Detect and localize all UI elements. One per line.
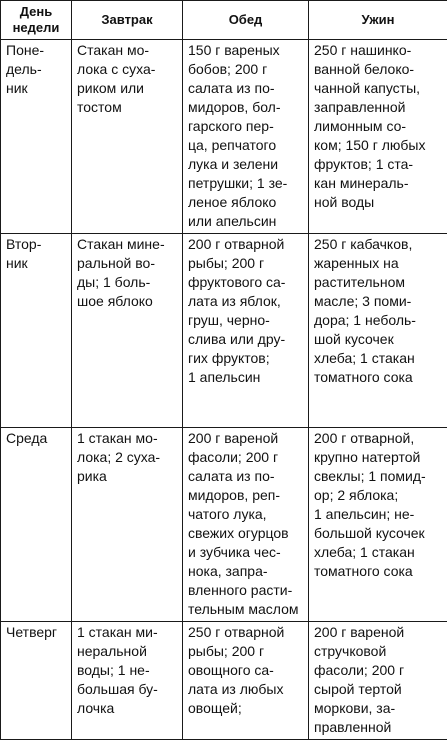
cell-line: 1 апельсин: [188, 368, 305, 387]
cell-line: нока, запра-: [188, 562, 305, 581]
cell-line: петрушки; 1 зе-: [188, 174, 305, 193]
cell-line: и зубчика чес-: [188, 543, 305, 562]
cell-line: томатного сока: [314, 368, 444, 387]
header-row: [1, 1, 447, 40]
cell-line: лимонным со-: [314, 117, 444, 136]
cell-line: хлеба; 1 стакан: [314, 543, 444, 562]
cell-line: 150 г вареных: [188, 41, 305, 60]
cell-line: слива или дру-: [188, 330, 305, 349]
day-cell: [1, 40, 72, 234]
cell-line: свеклы; 1 помид-: [314, 467, 444, 486]
cell-line: большой кусочек: [314, 524, 444, 543]
cell-line: рика: [77, 467, 179, 486]
cell-line: Четверг: [6, 623, 68, 642]
cell-line: крупно натертой: [314, 448, 444, 467]
cell-line: ванной белоко-: [314, 60, 444, 79]
cell-line: жаренных на: [314, 254, 444, 273]
cell-line: ца, репчатого: [188, 136, 305, 155]
table-row: [1, 428, 447, 622]
cell-line: томатного сока: [314, 562, 444, 581]
cell-line: сырой тертой: [314, 680, 444, 699]
table-row: [1, 40, 447, 234]
cell-line: лука и зелени: [188, 155, 305, 174]
cell-line: леное яблоко: [188, 193, 305, 212]
cell-line: рыбы; 200 г: [188, 642, 305, 661]
breakfast-cell: [72, 234, 183, 428]
cell-line: 250 г отварной: [188, 623, 305, 642]
cell-line: фруктового са-: [188, 273, 305, 292]
cell-line: гарского пер-: [188, 117, 305, 136]
cell-line: чанной капусты,: [314, 79, 444, 98]
cell-line: свежих огурцов: [188, 524, 305, 543]
cell-line: заправленной: [314, 98, 444, 117]
cell-line: мидоров, бол-: [188, 98, 305, 117]
cell-line: тельным маслом: [188, 600, 305, 619]
cell-line: 200 г отварной,: [314, 429, 444, 448]
cell-line: риком или: [77, 79, 179, 98]
cell-line: лата из любых: [188, 680, 305, 699]
cell-line: чатого лука,: [188, 505, 305, 524]
cell-line: шое яблоко: [77, 292, 179, 311]
dinner-cell: [309, 622, 447, 740]
header-day-line: недели: [1, 20, 71, 36]
day-cell: [1, 428, 72, 622]
day-cell: [1, 622, 72, 740]
cell-line: 200 г отварной: [188, 235, 305, 254]
cell-line: 1 стакан мо-: [77, 429, 179, 448]
breakfast-cell: [72, 622, 183, 740]
cell-line: Втор-: [6, 235, 68, 254]
dinner-cell: [309, 234, 447, 428]
header-day: [1, 1, 72, 40]
lunch-cell: [183, 234, 309, 428]
cell-line: Среда: [6, 429, 68, 448]
cell-line: тостом: [77, 98, 179, 117]
cell-line: фруктов; 1 ста-: [314, 155, 444, 174]
cell-line: лата из яблок,: [188, 292, 305, 311]
dinner-cell: [309, 428, 447, 622]
cell-line: дель-: [6, 60, 68, 79]
cell-line: лока с суха-: [77, 60, 179, 79]
header-dinner: Ужин: [309, 1, 447, 40]
cell-line: овощей;: [188, 699, 305, 718]
cell-line: 1 стакан ми-: [77, 623, 179, 642]
cell-line: неральной: [77, 642, 179, 661]
cell-line: ной воды: [314, 193, 444, 212]
cell-line: 250 г кабачков,: [314, 235, 444, 254]
cell-line: мидоров, реп-: [188, 486, 305, 505]
cell-line: кан минераль-: [314, 174, 444, 193]
cell-line: ральной во-: [77, 254, 179, 273]
lunch-cell: [183, 622, 309, 740]
cell-line: большая бу-: [77, 680, 179, 699]
cell-line: воды; 1 не-: [77, 661, 179, 680]
header-day-line: День: [1, 4, 71, 20]
cell-line: бобов; 200 г: [188, 60, 305, 79]
cell-line: растительном: [314, 273, 444, 292]
cell-line: лочка: [77, 699, 179, 718]
cell-line: Стакан мо-: [77, 41, 179, 60]
cell-line: груш, черно-: [188, 311, 305, 330]
cell-line: вленного расти-: [188, 581, 305, 600]
cell-line: рыбы; 200 г: [188, 254, 305, 273]
table-row: [1, 622, 447, 740]
table-row: [1, 234, 447, 428]
breakfast-cell: [72, 40, 183, 234]
cell-line: ник: [6, 254, 68, 273]
lunch-cell: [183, 40, 309, 234]
cell-line: салата из по-: [188, 467, 305, 486]
cell-line: 200 г вареной: [188, 429, 305, 448]
day-cell: [1, 234, 72, 428]
cell-line: ор; 2 яблока;: [314, 486, 444, 505]
cell-line: Поне-: [6, 41, 68, 60]
cell-line: стручковой: [314, 642, 444, 661]
cell-line: фасоли; 200 г: [314, 661, 444, 680]
cell-line: масле; 3 поми-: [314, 292, 444, 311]
cell-line: салата из по-: [188, 79, 305, 98]
cell-line: 1 апельсин; не-: [314, 505, 444, 524]
cell-line: овощного са-: [188, 661, 305, 680]
header-lunch: Обед: [183, 1, 309, 40]
cell-line: ник: [6, 79, 68, 98]
breakfast-cell: [72, 428, 183, 622]
lunch-cell: [183, 428, 309, 622]
cell-line: или апельсин: [188, 212, 305, 231]
cell-line: гих фруктов;: [188, 349, 305, 368]
cell-line: 250 г нашинко-: [314, 41, 444, 60]
header-breakfast: Завтрак: [72, 1, 183, 40]
cell-line: моркови, за-: [314, 699, 444, 718]
cell-line: шой кусочек: [314, 330, 444, 349]
cell-line: 200 г вареной: [314, 623, 444, 642]
cell-line: ды; 1 боль-: [77, 273, 179, 292]
cell-line: Стакан мине-: [77, 235, 179, 254]
dinner-cell: [309, 40, 447, 234]
cell-line: фасоли; 200 г: [188, 448, 305, 467]
cell-line: лока; 2 суха-: [77, 448, 179, 467]
cell-line: ком; 150 г любых: [314, 136, 444, 155]
cell-line: дора; 1 неболь-: [314, 311, 444, 330]
cell-line: хлеба; 1 стакан: [314, 349, 444, 368]
cell-line: правленной: [314, 718, 444, 737]
